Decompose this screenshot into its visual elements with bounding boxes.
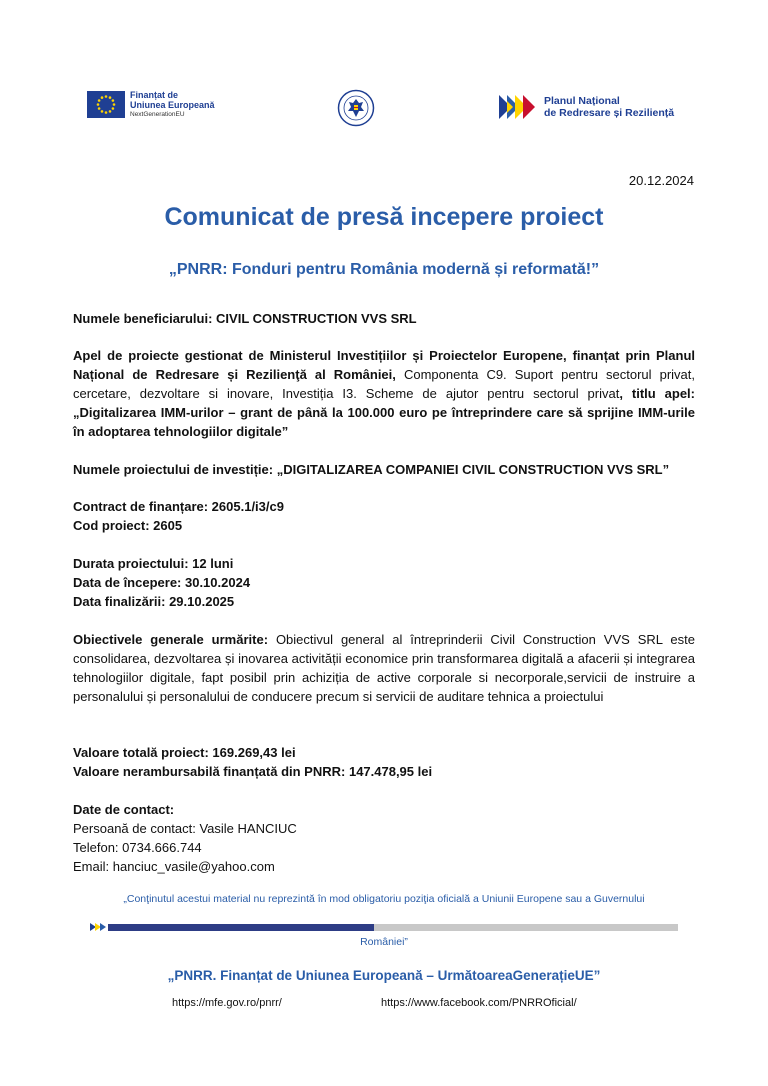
page-subtitle: „PNRR: Fonduri pentru România modernă și reformată!” [168, 261, 600, 278]
eu-logo-line2: Uniunea Europeană [130, 100, 215, 111]
objectives-block [73, 630, 695, 706]
project-name: Numele proiectului de investiție: „DIGITALIZAREA COMPANIEI CIVIL CONSTRUCTION VVS SRL” [73, 462, 670, 477]
contact-heading: Date de contact: [73, 802, 175, 817]
call-description [73, 346, 695, 441]
contact-phone: Telefon: 0734.666.744 [73, 840, 202, 855]
footer-bar-grey [374, 924, 678, 931]
contact-email: Email: hanciuc_vasile@yahoo.com [73, 859, 275, 874]
objectives-text: Obiectivul general al întreprinderii Civil Construction VVS SRL este consolidarea, dezvoltarea și inovarea activității economice prin transformarea digitală a afacerii și integrarea tehnologiilor digitale, fapt posibil prin achiziția de active corporale si necorporale,servicii de instruire a personalului și personalului de conducere precum si servicii de auditare tehnica a proiectului [73, 632, 696, 704]
beneficiary-value: CIVIL CONSTRUCTION VVS SRL [216, 311, 417, 326]
beneficiary-line [73, 309, 695, 328]
call-title: , titlu apel: „Digitalizarea IMM-urilor – grant de până la 100.000 euro pe întreprindere care să sprijine IMM-urile în adoptarea tehnologiilor digitale” [73, 386, 695, 439]
page-title: Comunicat de presă incepere proiect [164, 203, 604, 231]
document-date: 20.12.2024 [628, 173, 694, 188]
eu-funding-logo [87, 90, 215, 118]
project-code: Cod proiect: 2605 [73, 518, 183, 533]
contract-number: Contract de finanțare: 2605.1/i3/c9 [73, 499, 284, 514]
total-value: Valoare totală proiect: 169.269,43 lei [73, 745, 296, 760]
eu-flag-icon [87, 91, 125, 118]
beneficiary-label: Numele beneficiarului: [73, 311, 213, 326]
values-block [73, 743, 695, 781]
footer-divider-bar [90, 923, 678, 931]
footer-title: „PNRR. Finanțat de Uniunea Europeană – UrmătoareaGenerațieUE” [167, 968, 601, 983]
call-details: Componenta C9. Suport pentru sectorul privat, cercetare, dezvoltare si inovare, Investiția I3. Scheme de ajutor pentru sectorul privat [73, 367, 695, 401]
pnrr-arrow-icon [499, 95, 539, 119]
contact-person: Persoană de contact: Vasile HANCIUC [73, 821, 297, 836]
facebook-link[interactable]: https://www.facebook.com/PNRROficial/ [381, 997, 577, 1009]
footer-bar-blue [108, 924, 374, 931]
grant-value: Valoare nerambursabilă finanțată din PNRR: 147.478,95 lei [73, 764, 433, 779]
footer-arrow-icon [90, 923, 108, 931]
pnrr-logo [499, 95, 674, 119]
duration-block [73, 554, 695, 611]
project-start-date: Data de începere: 30.10.2024 [73, 575, 251, 590]
romanian-government-seal-icon [337, 89, 375, 127]
project-end-date: Data finalizării: 29.10.2025 [73, 594, 235, 609]
project-name-line [73, 460, 695, 479]
contact-block [73, 800, 695, 876]
disclaimer-line1: „Conţinutul acestui material nu reprezintă în mod obligatoriu poziţia oficială a Uniunii Europene sau a Guvernului [123, 893, 645, 905]
project-duration: Durata proiectului: 12 luni [73, 556, 234, 571]
pnrr-logo-line1: Planul Național [544, 95, 620, 107]
objectives-label: Obiectivele generale urmărite: [73, 632, 269, 647]
disclaimer-line2: României” [360, 936, 408, 948]
eu-logo-line3: NextGenerationEU [130, 110, 185, 118]
mfe-link[interactable]: https://mfe.gov.ro/pnrr/ [172, 997, 282, 1009]
contract-block [73, 497, 695, 535]
eu-logo-line1: Finanțat de [130, 90, 179, 100]
call-intro: Apel de proiecte gestionat de Ministerul Investițiilor și Proiectelor Europene, finanțat prin Planul Național de Redresare și Rezilienţă al României, [73, 348, 695, 382]
pnrr-logo-line2: de Redresare și Reziliență [544, 107, 675, 120]
